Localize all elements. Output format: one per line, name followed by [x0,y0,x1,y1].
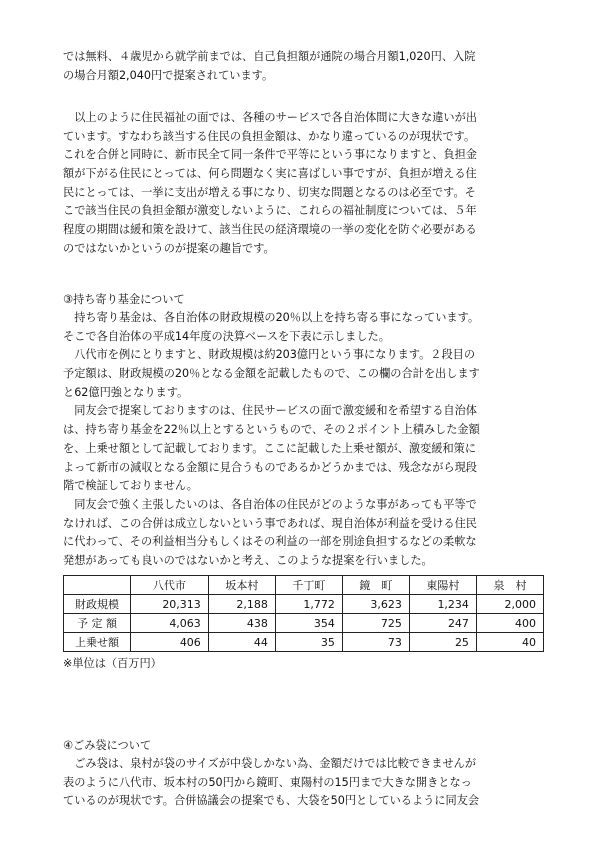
text-line: 額が下がる住民にとっては、何ら問題なく実に喜ばしい事ですが、負担が増える住 [63,167,477,181]
table-cell: 20,313 [131,595,209,614]
text-line: 程度の期間は緩和策を設けて、該当住民の経済環境の一挙の変化を防ぐ必要がある [63,223,477,237]
table-cell: 40 [476,633,543,652]
table-cell: 354 [275,614,342,633]
table-header-cell [64,576,131,595]
text-line: 予定額は、財政規模の20％となる金額を記載したもので、この欄の合計を出します [63,367,480,381]
table-cell: 35 [275,633,342,652]
text-line: と62億円強となります。 [63,385,189,399]
text-line: 発想があっても良いのではないかと考え、このような提案を行いました。 [63,553,433,567]
table-row [64,595,544,614]
text-line: 民にとっては、一挙に支出が増える事になり、切実な問題となるのは必至です。そ [63,185,476,199]
text-line: に代わって、その利益相当分もしくはその利益の一部を別途負担するなどの柔軟な [63,535,477,549]
text-line: こで該当住民の負担金額が激変しないように、これらの福祉制度については、５年 [63,204,477,218]
text-line: ているのが現状です。合併協議会の提案でも、大袋を50円としているように同友会 [63,794,480,808]
table-header-cell: 千丁町 [275,576,342,595]
row-label: 予 定 額 [64,614,131,633]
section4-heading: ④ごみ袋について [63,739,152,752]
text-line: これを合併と同時に、新市民全て同一条件で平等にという事になりますと、負担金 [63,148,477,162]
section3-heading: ③持ち寄り基金について [63,293,185,306]
table-row [64,633,544,652]
row-label: 財政規模 [64,595,131,614]
text-line: 同友会で提案しておりますのは、住民サービスの面で激変緩和を希望する自治体 [63,404,477,418]
text-line: ています。すなわち該当する住民の負担金額は、かなり違っているのが現状です。 [63,129,476,143]
table-header-row [64,576,544,595]
table-header-cell: 東陽村 [409,576,476,595]
text-line: は、持ち寄り基金を22％以上とするというもので、その２ポイント上積みした金額 [63,423,480,437]
text-line: 持ち寄り基金は、各自治体の財政規模の20％以上を持ち寄る事になっています。 [63,311,480,324]
intro-paragraph [63,48,545,85]
table-header-cell: 坂本村 [208,576,275,595]
text-line: よって新市の減収となる金額に見合うものであるかどうかまでは、残念ながら現段 [63,460,477,474]
row-label: 上乗せ額 [64,633,131,652]
text-line: なければ、この合併は成立しないという事であれば、現自治体が利益を受ける住民 [63,516,477,530]
table-cell: 725 [342,614,409,633]
table-cell: 400 [476,614,543,633]
welfare-paragraph [63,109,545,259]
table-cell: 1,772 [275,595,342,614]
table-cell: 1,234 [409,595,476,614]
table-cell: 73 [342,633,409,652]
table-cell: 406 [131,633,209,652]
text-line: 八代市を例にとりますと、財政規模は約203億円という事になります。２段目の [63,348,476,362]
text-line: 以上のように住民福祉の面では、各種のサービスで各自治体間に大きな違いが出 [63,111,477,124]
table-cell: 2,188 [208,595,275,614]
table-cell: 438 [208,614,275,633]
budget-table [63,575,544,652]
text-line: 同友会で強く主張したいのは、各自治体の住民がどのような事があっても平等で [63,497,477,511]
text-line: の場合月額2,040円で提案されています。 [63,68,274,82]
text-line: では無料、４歳児から就学前までは、自己負担額が通院の場合月額1,020円、入院 [63,50,476,63]
table-cell: 25 [409,633,476,652]
table-header-cell: 鏡 町 [342,576,409,595]
text-line: のではないかというのが提案の趣旨です。 [63,241,275,255]
section3-body [63,309,545,571]
table-cell: 3,623 [342,595,409,614]
table-cell: 44 [208,633,275,652]
table-header-cell: 泉 村 [476,576,543,595]
text-line: 表のように八代市、坂本村の50円から鏡町、東陽村の15円まで大きな開きとなっ [63,775,472,789]
text-line: そこで各自治体の平成14年度の決算ベースを下表に示しました。 [63,329,390,343]
table-row [64,614,544,633]
table-header-cell: 八代市 [131,576,209,595]
table-cell: 4,063 [131,614,209,633]
table-cell: 2,000 [476,595,543,614]
text-line: を、上乗せ額として記載しております。ここに記載した上乗せ額が、激変緩和策に [63,441,477,455]
table-cell: 247 [409,614,476,633]
text-line: ごみ袋は、泉村が袋のサイズが中袋しかない為、金額だけでは比較できませんが [63,757,477,770]
text-line: 階で検証しておりません。 [63,479,198,493]
table-unit-note: ※単位は（百万円） [63,657,162,670]
section4-body [63,755,545,811]
